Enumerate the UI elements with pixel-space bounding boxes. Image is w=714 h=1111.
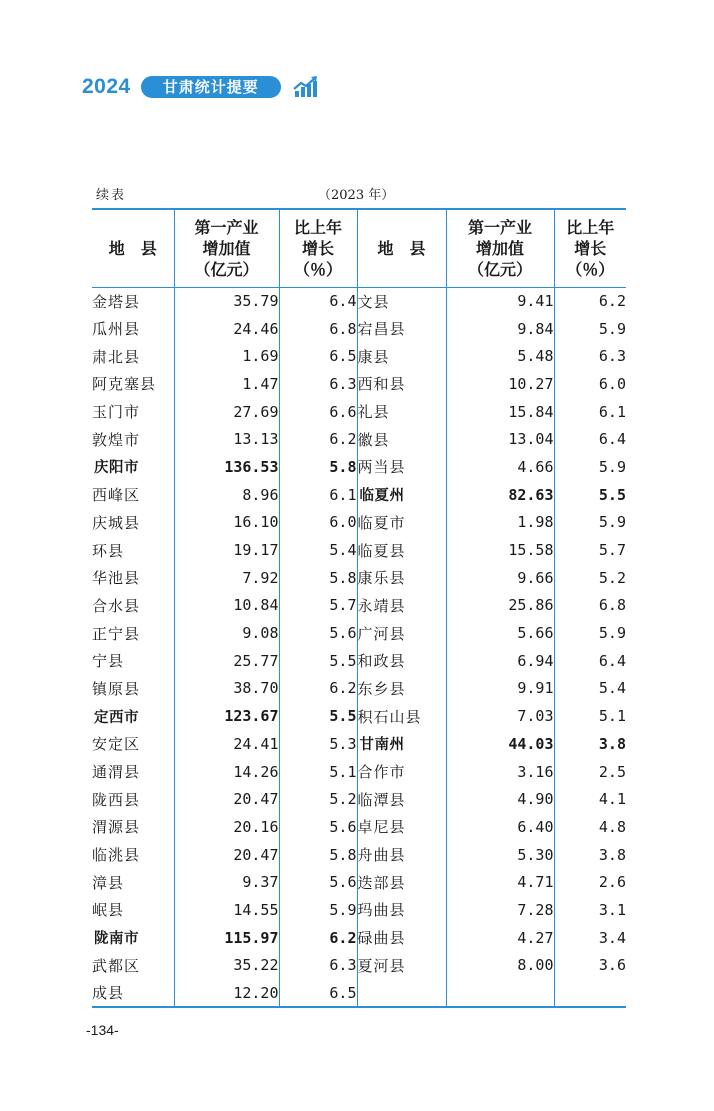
right-growth-rate: 5.9 bbox=[598, 513, 626, 532]
right-area-name: 康县 bbox=[357, 342, 446, 370]
right-primary-value: 1.98 bbox=[446, 509, 554, 537]
left-area-name: 成县 bbox=[92, 979, 174, 1007]
right-area-name: 夏河县 bbox=[357, 952, 446, 980]
left-area-name: 合水县 bbox=[92, 592, 174, 620]
table-row bbox=[92, 702, 626, 730]
right-primary-value: 9.41 bbox=[446, 287, 554, 315]
right-primary-value bbox=[446, 979, 554, 1007]
left-growth-rate: 5.1 bbox=[279, 758, 357, 786]
header-value: 第一产业 增加值 （亿元） bbox=[174, 209, 279, 287]
left-primary-value: 20.47 bbox=[174, 785, 279, 813]
right-growth-rate: 4.8 bbox=[598, 817, 626, 836]
right-primary-value: 15.84 bbox=[446, 398, 554, 426]
left-primary-value: 8.96 bbox=[174, 481, 279, 509]
header-growth-right: 比上年 增长 （％） bbox=[554, 209, 626, 287]
left-area-name: 镇原县 bbox=[92, 675, 174, 703]
page-number: -134- bbox=[86, 1022, 119, 1038]
left-area-name: 环县 bbox=[92, 536, 174, 564]
left-growth-rate: 5.5 bbox=[279, 702, 357, 730]
header-growth: 比上年 增长 （％） bbox=[279, 209, 357, 287]
right-primary-value: 82.63 bbox=[446, 481, 554, 509]
right-primary-value: 8.00 bbox=[446, 952, 554, 980]
left-area-name: 岷县 bbox=[92, 896, 174, 924]
left-growth-rate: 5.5 bbox=[279, 647, 357, 675]
left-primary-value: 24.41 bbox=[174, 730, 279, 758]
left-primary-value: 12.20 bbox=[174, 979, 279, 1007]
table-row bbox=[92, 370, 626, 398]
left-primary-value: 7.92 bbox=[174, 564, 279, 592]
right-area-name: 舟曲县 bbox=[357, 841, 446, 869]
table-row bbox=[92, 287, 626, 315]
right-growth-rate: 5.5 bbox=[598, 485, 626, 504]
right-growth-rate: 6.3 bbox=[598, 347, 626, 366]
table-row bbox=[92, 647, 626, 675]
table-row bbox=[92, 315, 626, 343]
table-row bbox=[92, 536, 626, 564]
right-primary-value: 7.03 bbox=[446, 702, 554, 730]
right-growth-rate: 6.8 bbox=[598, 596, 626, 615]
right-growth-rate: 6.2 bbox=[598, 292, 626, 311]
left-area-name: 阿克塞县 bbox=[92, 370, 174, 398]
left-primary-value: 14.55 bbox=[174, 896, 279, 924]
table-row bbox=[92, 675, 626, 703]
left-area-name: 肃北县 bbox=[92, 342, 174, 370]
right-primary-value: 4.90 bbox=[446, 785, 554, 813]
right-area-name: 临夏市 bbox=[357, 509, 446, 537]
right-growth-rate: 6.4 bbox=[598, 430, 626, 449]
right-primary-value: 15.58 bbox=[446, 536, 554, 564]
left-primary-value: 35.79 bbox=[174, 287, 279, 315]
left-area-name: 安定区 bbox=[92, 730, 174, 758]
left-primary-value: 19.17 bbox=[174, 536, 279, 564]
header-value-right: 第一产业 增加值 （亿元） bbox=[446, 209, 554, 287]
left-primary-value: 20.47 bbox=[174, 841, 279, 869]
left-growth-rate: 5.6 bbox=[279, 619, 357, 647]
right-area-name: 临潭县 bbox=[357, 785, 446, 813]
right-growth-rate: 5.9 bbox=[598, 624, 626, 643]
left-growth-rate: 6.5 bbox=[279, 342, 357, 370]
left-growth-rate: 6.2 bbox=[279, 924, 357, 952]
right-growth-rate: 3.8 bbox=[598, 734, 626, 753]
right-primary-value: 5.66 bbox=[446, 619, 554, 647]
table-row bbox=[92, 342, 626, 370]
left-growth-rate: 6.2 bbox=[279, 425, 357, 453]
right-area-name: 临夏州 bbox=[357, 481, 446, 509]
header-area: 地 县 bbox=[92, 209, 174, 287]
table-row bbox=[92, 813, 626, 841]
left-growth-rate: 5.8 bbox=[279, 841, 357, 869]
right-growth-rate: 6.1 bbox=[598, 402, 626, 421]
right-area-name: 卓尼县 bbox=[357, 813, 446, 841]
left-growth-rate: 5.3 bbox=[279, 730, 357, 758]
left-growth-rate: 5.9 bbox=[279, 896, 357, 924]
left-area-name: 玉门市 bbox=[92, 398, 174, 426]
right-growth-rate: 6.0 bbox=[598, 374, 626, 393]
left-growth-rate: 5.6 bbox=[279, 868, 357, 896]
right-area-name: 文县 bbox=[357, 287, 446, 315]
table-row bbox=[92, 896, 626, 924]
left-area-name: 渭源县 bbox=[92, 813, 174, 841]
table-row bbox=[92, 453, 626, 481]
right-area-name: 西和县 bbox=[357, 370, 446, 398]
right-primary-value: 5.48 bbox=[446, 342, 554, 370]
left-primary-value: 1.47 bbox=[174, 370, 279, 398]
left-area-name: 武都区 bbox=[92, 952, 174, 980]
left-area-name: 临洮县 bbox=[92, 841, 174, 869]
right-growth-rate: 6.4 bbox=[598, 651, 626, 670]
right-area-name: 临夏县 bbox=[357, 536, 446, 564]
left-primary-value: 16.10 bbox=[174, 509, 279, 537]
table-row bbox=[92, 758, 626, 786]
left-primary-value: 27.69 bbox=[174, 398, 279, 426]
left-primary-value: 25.77 bbox=[174, 647, 279, 675]
left-area-name: 定西市 bbox=[92, 702, 174, 730]
right-growth-rate: 5.7 bbox=[598, 541, 626, 560]
table-row bbox=[92, 952, 626, 980]
right-growth-rate: 5.2 bbox=[598, 568, 626, 587]
table-row bbox=[92, 398, 626, 426]
left-area-name: 宁县 bbox=[92, 647, 174, 675]
left-growth-rate: 5.6 bbox=[279, 813, 357, 841]
right-primary-value: 4.27 bbox=[446, 924, 554, 952]
left-area-name: 庆阳市 bbox=[92, 453, 174, 481]
right-growth-rate bbox=[554, 979, 626, 1007]
left-primary-value: 20.16 bbox=[174, 813, 279, 841]
right-area-name: 永靖县 bbox=[357, 592, 446, 620]
right-area-name: 和政县 bbox=[357, 647, 446, 675]
left-primary-value: 1.69 bbox=[174, 342, 279, 370]
left-growth-rate: 6.8 bbox=[279, 315, 357, 343]
table-row bbox=[92, 592, 626, 620]
right-primary-value: 10.27 bbox=[446, 370, 554, 398]
left-primary-value: 35.22 bbox=[174, 952, 279, 980]
left-area-name: 漳县 bbox=[92, 868, 174, 896]
right-primary-value: 7.28 bbox=[446, 896, 554, 924]
header-year: 2024 bbox=[82, 75, 131, 98]
header-title-pill: 甘肃统计提要 bbox=[141, 76, 281, 98]
right-primary-value: 9.91 bbox=[446, 675, 554, 703]
left-growth-rate: 5.7 bbox=[279, 592, 357, 620]
left-growth-rate: 6.6 bbox=[279, 398, 357, 426]
left-primary-value: 13.13 bbox=[174, 425, 279, 453]
table-row bbox=[92, 868, 626, 896]
chart-growth-icon bbox=[293, 75, 319, 99]
right-primary-value: 4.71 bbox=[446, 868, 554, 896]
left-area-name: 金塔县 bbox=[92, 287, 174, 315]
table-row bbox=[92, 619, 626, 647]
right-growth-rate: 3.4 bbox=[598, 928, 626, 947]
left-area-name: 正宁县 bbox=[92, 619, 174, 647]
right-primary-value: 5.30 bbox=[446, 841, 554, 869]
right-primary-value: 4.66 bbox=[446, 453, 554, 481]
page-header bbox=[82, 70, 319, 104]
right-primary-value: 6.94 bbox=[446, 647, 554, 675]
left-primary-value: 14.26 bbox=[174, 758, 279, 786]
caption-continued: 续表 bbox=[96, 188, 127, 203]
left-area-name: 庆城县 bbox=[92, 509, 174, 537]
left-area-name: 陇西县 bbox=[92, 785, 174, 813]
right-area-name: 甘南州 bbox=[357, 730, 446, 758]
table-row bbox=[92, 564, 626, 592]
header-area-right: 地 县 bbox=[357, 209, 446, 287]
table-row bbox=[92, 425, 626, 453]
right-growth-rate: 5.9 bbox=[598, 457, 626, 476]
right-growth-rate: 5.1 bbox=[598, 707, 626, 726]
left-area-name: 陇南市 bbox=[92, 924, 174, 952]
right-growth-rate: 3.6 bbox=[598, 956, 626, 975]
right-primary-value: 13.04 bbox=[446, 425, 554, 453]
right-growth-rate: 2.6 bbox=[598, 873, 626, 892]
table-row bbox=[92, 481, 626, 509]
table-row bbox=[92, 924, 626, 952]
right-area-name: 徽县 bbox=[357, 425, 446, 453]
left-area-name: 敦煌市 bbox=[92, 425, 174, 453]
right-area-name: 东乡县 bbox=[357, 675, 446, 703]
right-growth-rate: 2.5 bbox=[598, 762, 626, 781]
statistics-table bbox=[92, 208, 626, 1008]
right-area-name: 合作市 bbox=[357, 758, 446, 786]
table-caption bbox=[96, 184, 396, 202]
left-primary-value: 136.53 bbox=[174, 453, 279, 481]
right-primary-value: 44.03 bbox=[446, 730, 554, 758]
right-area-name: 康乐县 bbox=[357, 564, 446, 592]
left-primary-value: 9.37 bbox=[174, 868, 279, 896]
left-growth-rate: 6.5 bbox=[279, 979, 357, 1007]
right-area-name: 玛曲县 bbox=[357, 896, 446, 924]
right-primary-value: 9.66 bbox=[446, 564, 554, 592]
left-area-name: 华池县 bbox=[92, 564, 174, 592]
right-area-name: 积石山县 bbox=[357, 702, 446, 730]
left-growth-rate: 5.2 bbox=[279, 785, 357, 813]
table-row bbox=[92, 509, 626, 537]
right-primary-value: 3.16 bbox=[446, 758, 554, 786]
left-growth-rate: 5.4 bbox=[279, 536, 357, 564]
right-primary-value: 9.84 bbox=[446, 315, 554, 343]
right-primary-value: 25.86 bbox=[446, 592, 554, 620]
table-row bbox=[92, 785, 626, 813]
right-area-name bbox=[357, 979, 446, 1007]
left-area-name: 瓜州县 bbox=[92, 315, 174, 343]
left-growth-rate: 6.3 bbox=[279, 952, 357, 980]
right-growth-rate: 5.4 bbox=[598, 679, 626, 698]
right-area-name: 礼县 bbox=[357, 398, 446, 426]
right-area-name: 广河县 bbox=[357, 619, 446, 647]
table-header-row bbox=[92, 209, 626, 287]
left-growth-rate: 6.3 bbox=[279, 370, 357, 398]
right-area-name: 碌曲县 bbox=[357, 924, 446, 952]
left-primary-value: 123.67 bbox=[174, 702, 279, 730]
right-growth-rate: 4.1 bbox=[598, 790, 626, 809]
right-growth-rate: 3.8 bbox=[598, 845, 626, 864]
right-area-name: 宕昌县 bbox=[357, 315, 446, 343]
left-growth-rate: 6.2 bbox=[279, 675, 357, 703]
table-row bbox=[92, 979, 626, 1007]
left-growth-rate: 6.4 bbox=[279, 287, 357, 315]
left-growth-rate: 6.0 bbox=[279, 509, 357, 537]
left-growth-rate: 5.8 bbox=[279, 564, 357, 592]
left-area-name: 通渭县 bbox=[92, 758, 174, 786]
right-area-name: 两当县 bbox=[357, 453, 446, 481]
left-primary-value: 115.97 bbox=[174, 924, 279, 952]
caption-year: （2023 年） bbox=[318, 188, 395, 203]
left-primary-value: 24.46 bbox=[174, 315, 279, 343]
right-growth-rate: 5.9 bbox=[598, 319, 626, 338]
left-growth-rate: 5.8 bbox=[279, 453, 357, 481]
left-primary-value: 10.84 bbox=[174, 592, 279, 620]
table-row bbox=[92, 841, 626, 869]
left-growth-rate: 6.1 bbox=[279, 481, 357, 509]
table-row bbox=[92, 730, 626, 758]
right-area-name: 迭部县 bbox=[357, 868, 446, 896]
right-primary-value: 6.40 bbox=[446, 813, 554, 841]
left-area-name: 西峰区 bbox=[92, 481, 174, 509]
left-primary-value: 9.08 bbox=[174, 619, 279, 647]
right-growth-rate: 3.1 bbox=[598, 900, 626, 919]
left-primary-value: 38.70 bbox=[174, 675, 279, 703]
